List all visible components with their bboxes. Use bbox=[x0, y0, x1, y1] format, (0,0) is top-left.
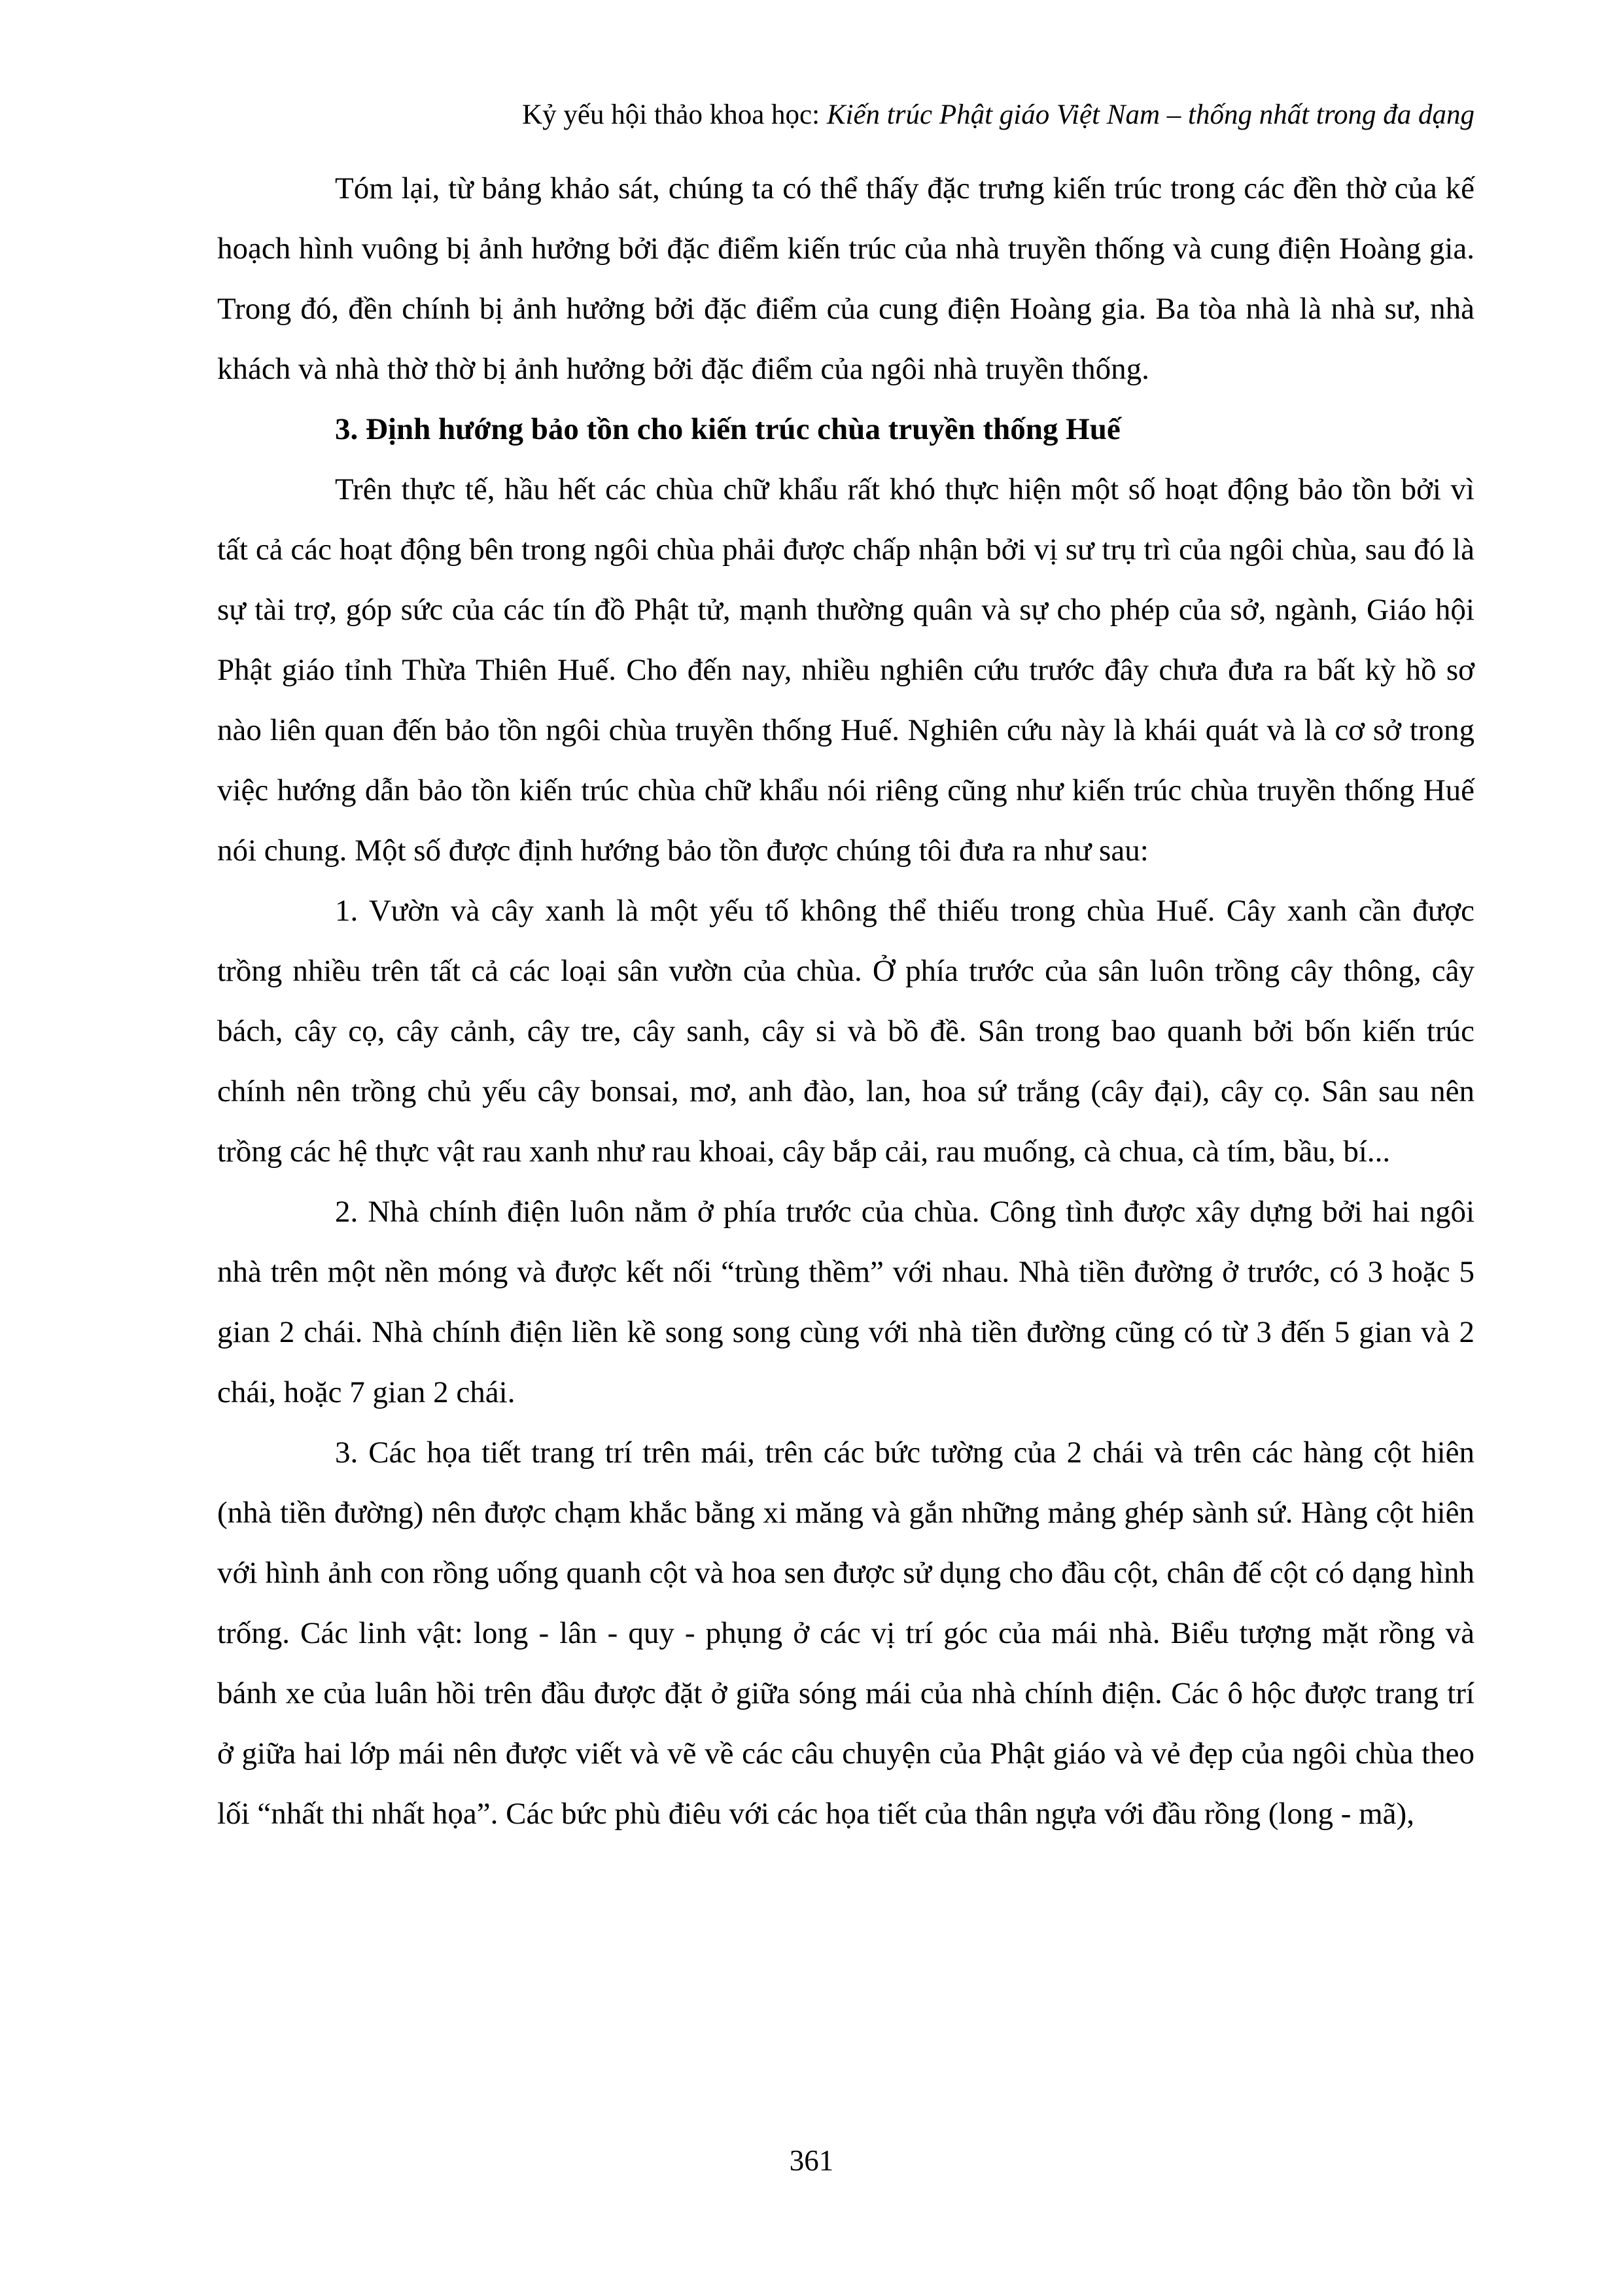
paragraph-guideline-2: 2. Nhà chính điện luôn nằm ở phía trước của chùa. Công tình được xây dựng bởi hai ngôi nhà trên một nền móng và được kết nối “trùng thềm” với nhau. Nhà tiền đường ở trước, có 3 hoặc 5 gian 2 chái. Nhà chính điện liền kề song song cùng với nhà tiền đường cũng có từ 3 đến 5 gian và 2 chái, hoặc 7 gian 2 chái. bbox=[217, 1195, 1475, 1409]
paragraph-guideline-3: 3. Các họa tiết trang trí trên mái, trên các bức tường của 2 chái và trên các hàng cột hiên (nhà tiền đường) nên được chạm khắc bằng xi măng và gắn những mảng ghép sành sứ. Hàng cột hiên với hình ảnh con rồng uống quanh cột và hoa sen được sử dụng cho đầu cột, chân đế cột có dạng hình trống. Các linh vật: long - lân - quy - phụng ở các vị trí góc của mái nhà. Biểu tượng mặt rồng và bánh xe của luân hồi trên đầu được đặt ở giữa sóng mái của nhà chính điện. Các ô hộc được trang trí ở giữa hai lớp mái nên được viết và vẽ về các câu chuyện của Phật giáo và vẻ đẹp của ngôi chùa theo lối “nhất thi nhất họa”. Các bức phù điêu với các họa tiết của thân ngựa với đầu rồng (long - mã), bbox=[217, 1436, 1475, 1831]
running-header bbox=[217, 97, 1475, 133]
text-block bbox=[217, 0, 1475, 1844]
page-body bbox=[217, 158, 1475, 1844]
paragraph-summary: Tóm lại, từ bảng khảo sát, chúng ta có thể thấy đặc trưng kiến trúc trong các đền thờ của kế hoạch hình vuông bị ảnh hưởng bởi đặc điểm kiến trúc của nhà truyền thống và cung điện Hoàng gia. Trong đó, đền chính bị ảnh hưởng bởi đặc điểm của cung điện Hoàng gia. Ba tòa nhà là nhà sư, nhà khách và nhà thờ thờ bị ảnh hưởng bởi đặc điểm của ngôi nhà truyền thống. bbox=[217, 171, 1475, 386]
page-number: 361 bbox=[789, 2144, 834, 2177]
section-heading: 3. Định hướng bảo tồn cho kiến trúc chùa truyền thống Huế bbox=[335, 412, 1121, 446]
header-proceedings-title: Kiến trúc Phật giáo Việt Nam – thống nhất trong đa dạng bbox=[826, 99, 1475, 130]
header-prefix: Kỷ yếu hội thảo khoa học: bbox=[522, 99, 827, 130]
paragraph-guideline-1: 1. Vườn và cây xanh là một yếu tố không thể thiếu trong chùa Huế. Cây xanh cần được trồng nhiều trên tất cả các loại sân vườn của chùa. Ở phía trước của sân luôn trồng cây thông, cây bách, cây cọ, cây cảnh, cây tre, cây sanh, cây si và bồ đề. Sân trong bao quanh bởi bốn kiến trúc chính nên trồng chủ yếu cây bonsai, mơ, anh đào, lan, hoa sứ trắng (cây đại), cây cọ. Sân sau nên trồng các hệ thực vật rau xanh như rau khoai, cây bắp cải, rau muống, cà chua, cà tím, bầu, bí... bbox=[217, 894, 1475, 1169]
paragraph-conservation-intro: Trên thực tế, hầu hết các chùa chữ khẩu rất khó thực hiện một số hoạt động bảo tồn bởi vì tất cả các hoạt động bên trong ngôi chùa phải được chấp nhận bởi vị sư trụ trì của ngôi chùa, sau đó là sự tài trợ, góp sức của các tín đồ Phật tử, mạnh thường quân và sự cho phép của sở, ngành, Giáo hội Phật giáo tỉnh Thừa Thiên Huế. Cho đến nay, nhiều nghiên cứu trước đây chưa đưa ra bất kỳ hồ sơ nào liên quan đến bảo tồn ngôi chùa truyền thống Huế. Nghiên cứu này là khái quát và là cơ sở trong việc hướng dẫn bảo tồn kiến trúc chùa chữ khẩu nói riêng cũng như kiến trúc chùa truyền thống Huế nói chung. Một số được định hướng bảo tồn được chúng tôi đưa ra như sau: bbox=[217, 472, 1475, 868]
